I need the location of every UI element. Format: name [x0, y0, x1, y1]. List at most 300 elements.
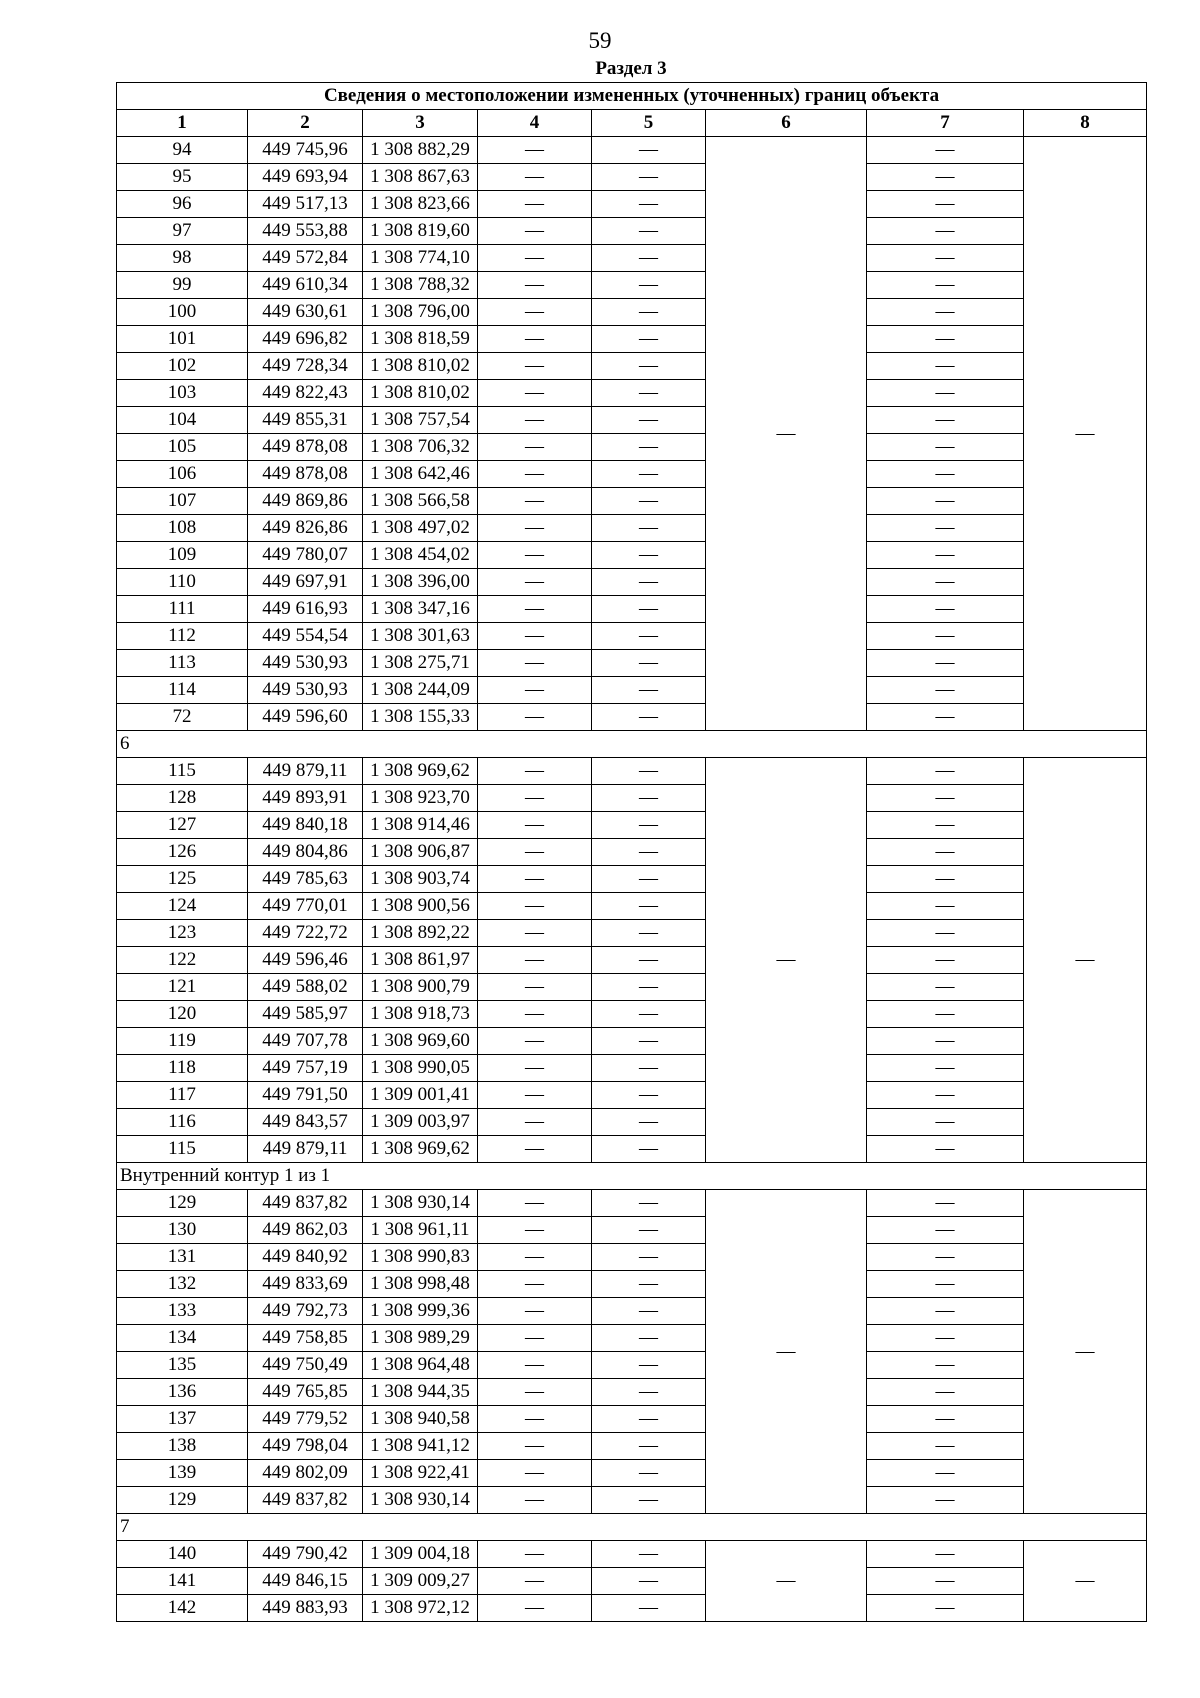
y-coordinate-cell: 1 309 009,27 [363, 1568, 478, 1595]
point-number-cell: 95 [117, 164, 248, 191]
x-coordinate-cell: 449 707,78 [248, 1028, 363, 1055]
col5-cell: — [592, 623, 706, 650]
x-coordinate-cell: 449 693,94 [248, 164, 363, 191]
x-coordinate-cell: 449 833,69 [248, 1271, 363, 1298]
col7-cell: — [867, 164, 1024, 191]
col5-cell: — [592, 920, 706, 947]
contour-label-row [117, 731, 1147, 758]
col4-cell: — [478, 1136, 592, 1163]
col4-cell: — [478, 218, 592, 245]
col5-cell: — [592, 353, 706, 380]
col4-cell: — [478, 1406, 592, 1433]
column-number-4: 4 [478, 110, 592, 137]
x-coordinate-cell: 449 878,08 [248, 461, 363, 488]
column-number-3: 3 [363, 110, 478, 137]
x-coordinate-cell: 449 826,86 [248, 515, 363, 542]
point-number-cell: 124 [117, 893, 248, 920]
col7-cell: — [867, 245, 1024, 272]
x-coordinate-cell: 449 610,34 [248, 272, 363, 299]
col5-cell: — [592, 326, 706, 353]
point-number-cell: 104 [117, 407, 248, 434]
point-number-cell: 138 [117, 1433, 248, 1460]
col4-cell: — [478, 1055, 592, 1082]
col5-cell: — [592, 299, 706, 326]
y-coordinate-cell: 1 308 900,56 [363, 893, 478, 920]
col4-cell: — [478, 1082, 592, 1109]
y-coordinate-cell: 1 308 882,29 [363, 137, 478, 164]
col4-cell: — [478, 137, 592, 164]
point-number-cell: 107 [117, 488, 248, 515]
col5-cell: — [592, 839, 706, 866]
col7-cell: — [867, 866, 1024, 893]
y-coordinate-cell: 1 308 861,97 [363, 947, 478, 974]
table-row [117, 1298, 1147, 1325]
x-coordinate-cell: 449 878,08 [248, 434, 363, 461]
y-coordinate-cell: 1 308 940,58 [363, 1406, 478, 1433]
x-coordinate-cell: 449 750,49 [248, 1352, 363, 1379]
col7-cell: — [867, 1001, 1024, 1028]
x-coordinate-cell: 449 757,19 [248, 1055, 363, 1082]
col4-cell: — [478, 1325, 592, 1352]
col7-cell: — [867, 1217, 1024, 1244]
col4-cell: — [478, 380, 592, 407]
col7-cell: — [867, 218, 1024, 245]
col4-cell: — [478, 650, 592, 677]
column-number-5: 5 [592, 110, 706, 137]
col5-cell: — [592, 1055, 706, 1082]
col5-cell: — [592, 1217, 706, 1244]
col7-cell: — [867, 380, 1024, 407]
x-coordinate-cell: 449 790,42 [248, 1541, 363, 1568]
point-number-cell: 101 [117, 326, 248, 353]
col4-cell: — [478, 326, 592, 353]
col4-cell: — [478, 677, 592, 704]
x-coordinate-cell: 449 572,84 [248, 245, 363, 272]
col5-cell: — [592, 758, 706, 785]
y-coordinate-cell: 1 308 969,62 [363, 1136, 478, 1163]
table-row [117, 272, 1147, 299]
page-number: 59 [588, 28, 612, 53]
point-number-cell: 128 [117, 785, 248, 812]
col5-cell: — [592, 515, 706, 542]
col4-cell: — [478, 569, 592, 596]
col5-cell: — [592, 218, 706, 245]
col4-cell: — [478, 1271, 592, 1298]
column-number-2: 2 [248, 110, 363, 137]
y-coordinate-cell: 1 308 969,60 [363, 1028, 478, 1055]
col7-cell: — [867, 137, 1024, 164]
table-row [117, 920, 1147, 947]
x-coordinate-cell: 449 840,18 [248, 812, 363, 839]
col7-cell: — [867, 434, 1024, 461]
col5-cell: — [592, 704, 706, 731]
col5-cell: — [592, 245, 706, 272]
x-coordinate-cell: 449 802,09 [248, 1460, 363, 1487]
col4-cell: — [478, 1487, 592, 1514]
col4-cell: — [478, 1217, 592, 1244]
table-row [117, 137, 1147, 164]
col7-cell: — [867, 1190, 1024, 1217]
point-number-cell: 108 [117, 515, 248, 542]
point-number-cell: 127 [117, 812, 248, 839]
y-coordinate-cell: 1 308 999,36 [363, 1298, 478, 1325]
col5-cell: — [592, 1595, 706, 1622]
point-number-cell: 139 [117, 1460, 248, 1487]
table-row [117, 1325, 1147, 1352]
col4-cell: — [478, 812, 592, 839]
y-coordinate-cell: 1 308 810,02 [363, 353, 478, 380]
point-number-cell: 129 [117, 1190, 248, 1217]
col5-cell: — [592, 1082, 706, 1109]
point-number-cell: 135 [117, 1352, 248, 1379]
column-number-7: 7 [867, 110, 1024, 137]
col7-cell: — [867, 1244, 1024, 1271]
col7-cell: — [867, 1271, 1024, 1298]
x-coordinate-cell: 449 530,93 [248, 650, 363, 677]
col4-cell: — [478, 839, 592, 866]
col5-cell: — [592, 1541, 706, 1568]
col4-cell: — [478, 1190, 592, 1217]
col4-cell: — [478, 785, 592, 812]
y-coordinate-cell: 1 308 301,63 [363, 623, 478, 650]
boundary-coordinates-table [116, 82, 1147, 1622]
table-row [117, 353, 1147, 380]
y-coordinate-cell: 1 308 914,46 [363, 812, 478, 839]
point-number-cell: 109 [117, 542, 248, 569]
y-coordinate-cell: 1 308 497,02 [363, 515, 478, 542]
y-coordinate-cell: 1 309 004,18 [363, 1541, 478, 1568]
x-coordinate-cell: 449 843,57 [248, 1109, 363, 1136]
y-coordinate-cell: 1 308 155,33 [363, 704, 478, 731]
col5-cell: — [592, 1379, 706, 1406]
x-coordinate-cell: 449 588,02 [248, 974, 363, 1001]
col5-cell: — [592, 434, 706, 461]
x-coordinate-cell: 449 728,34 [248, 353, 363, 380]
col8-merged-cell: — [1024, 758, 1147, 1163]
col7-cell: — [867, 299, 1024, 326]
table-row [117, 1244, 1147, 1271]
col5-cell: — [592, 488, 706, 515]
point-number-cell: 99 [117, 272, 248, 299]
x-coordinate-cell: 449 846,15 [248, 1568, 363, 1595]
point-number-cell: 115 [117, 758, 248, 785]
col7-cell: — [867, 758, 1024, 785]
col5-cell: — [592, 380, 706, 407]
table-row [117, 758, 1147, 785]
column-numbers-row [117, 110, 1147, 137]
y-coordinate-cell: 1 308 347,16 [363, 596, 478, 623]
y-coordinate-cell: 1 308 972,12 [363, 1595, 478, 1622]
caption-row [117, 83, 1147, 110]
x-coordinate-cell: 449 785,63 [248, 866, 363, 893]
col8-merged-cell: — [1024, 1541, 1147, 1622]
x-coordinate-cell: 449 893,91 [248, 785, 363, 812]
col5-cell: — [592, 812, 706, 839]
table-row [117, 461, 1147, 488]
contour-label: Внутренний контур 1 из 1 [117, 1163, 1147, 1190]
col4-cell: — [478, 947, 592, 974]
point-number-cell: 110 [117, 569, 248, 596]
col7-cell: — [867, 974, 1024, 1001]
col5-cell: — [592, 650, 706, 677]
point-number-cell: 114 [117, 677, 248, 704]
point-number-cell: 116 [117, 1109, 248, 1136]
point-number-cell: 100 [117, 299, 248, 326]
col4-cell: — [478, 1244, 592, 1271]
col5-cell: — [592, 1028, 706, 1055]
point-number-cell: 132 [117, 1271, 248, 1298]
contour-label-row [117, 1163, 1147, 1190]
col5-cell: — [592, 974, 706, 1001]
point-number-cell: 72 [117, 704, 248, 731]
point-number-cell: 133 [117, 1298, 248, 1325]
table-row [117, 623, 1147, 650]
col7-cell: — [867, 893, 1024, 920]
col5-cell: — [592, 1325, 706, 1352]
table-row [117, 1028, 1147, 1055]
col4-cell: — [478, 1298, 592, 1325]
y-coordinate-cell: 1 308 454,02 [363, 542, 478, 569]
col7-cell: — [867, 704, 1024, 731]
col7-cell: — [867, 947, 1024, 974]
col7-cell: — [867, 1028, 1024, 1055]
y-coordinate-cell: 1 308 990,05 [363, 1055, 478, 1082]
x-coordinate-cell: 449 758,85 [248, 1325, 363, 1352]
col5-cell: — [592, 866, 706, 893]
point-number-cell: 123 [117, 920, 248, 947]
col6-merged-cell: — [706, 1541, 867, 1622]
col4-cell: — [478, 515, 592, 542]
col4-cell: — [478, 1109, 592, 1136]
point-number-cell: 105 [117, 434, 248, 461]
table-row [117, 839, 1147, 866]
col5-cell: — [592, 596, 706, 623]
col7-cell: — [867, 569, 1024, 596]
col4-cell: — [478, 461, 592, 488]
point-number-cell: 131 [117, 1244, 248, 1271]
x-coordinate-cell: 449 883,93 [248, 1595, 363, 1622]
col7-cell: — [867, 812, 1024, 839]
y-coordinate-cell: 1 308 930,14 [363, 1190, 478, 1217]
point-number-cell: 137 [117, 1406, 248, 1433]
table-row [117, 1055, 1147, 1082]
table-row [117, 380, 1147, 407]
point-number-cell: 98 [117, 245, 248, 272]
contour-label: 6 [117, 731, 1147, 758]
col4-cell: — [478, 1028, 592, 1055]
y-coordinate-cell: 1 308 900,79 [363, 974, 478, 1001]
col7-cell: — [867, 461, 1024, 488]
col4-cell: — [478, 1379, 592, 1406]
point-number-cell: 94 [117, 137, 248, 164]
col4-cell: — [478, 893, 592, 920]
table-row [117, 1271, 1147, 1298]
col7-cell: — [867, 326, 1024, 353]
table-row [117, 1433, 1147, 1460]
col5-cell: — [592, 1433, 706, 1460]
y-coordinate-cell: 1 308 969,62 [363, 758, 478, 785]
y-coordinate-cell: 1 308 819,60 [363, 218, 478, 245]
x-coordinate-cell: 449 596,60 [248, 704, 363, 731]
table-row [117, 515, 1147, 542]
col7-cell: — [867, 191, 1024, 218]
col4-cell: — [478, 1001, 592, 1028]
col4-cell: — [478, 920, 592, 947]
col4-cell: — [478, 1541, 592, 1568]
x-coordinate-cell: 449 798,04 [248, 1433, 363, 1460]
col4-cell: — [478, 164, 592, 191]
x-coordinate-cell: 449 517,13 [248, 191, 363, 218]
point-number-cell: 140 [117, 1541, 248, 1568]
point-number-cell: 134 [117, 1325, 248, 1352]
table-row [117, 1082, 1147, 1109]
x-coordinate-cell: 449 791,50 [248, 1082, 363, 1109]
col7-cell: — [867, 1568, 1024, 1595]
col7-cell: — [867, 920, 1024, 947]
col7-cell: — [867, 839, 1024, 866]
y-coordinate-cell: 1 308 642,46 [363, 461, 478, 488]
col6-merged-cell: — [706, 137, 867, 731]
x-coordinate-cell: 449 879,11 [248, 758, 363, 785]
x-coordinate-cell: 449 585,97 [248, 1001, 363, 1028]
col4-cell: — [478, 245, 592, 272]
section-title: Раздел 3 [595, 58, 667, 79]
col5-cell: — [592, 569, 706, 596]
col7-cell: — [867, 1379, 1024, 1406]
table-row [117, 974, 1147, 1001]
point-number-cell: 115 [117, 1136, 248, 1163]
point-number-cell: 118 [117, 1055, 248, 1082]
y-coordinate-cell: 1 309 001,41 [363, 1082, 478, 1109]
col7-cell: — [867, 1595, 1024, 1622]
table-row [117, 785, 1147, 812]
contour-label: 7 [117, 1514, 1147, 1541]
table-row [117, 1379, 1147, 1406]
col5-cell: — [592, 1406, 706, 1433]
col6-merged-cell: — [706, 758, 867, 1163]
table-row [117, 1190, 1147, 1217]
point-number-cell: 117 [117, 1082, 248, 1109]
y-coordinate-cell: 1 308 989,29 [363, 1325, 478, 1352]
point-number-cell: 126 [117, 839, 248, 866]
point-number-cell: 103 [117, 380, 248, 407]
table-row [117, 1001, 1147, 1028]
contour-label-row [117, 1514, 1147, 1541]
col7-cell: — [867, 1406, 1024, 1433]
y-coordinate-cell: 1 308 964,48 [363, 1352, 478, 1379]
x-coordinate-cell: 449 792,73 [248, 1298, 363, 1325]
table-row [117, 1541, 1147, 1568]
col4-cell: — [478, 353, 592, 380]
x-coordinate-cell: 449 596,46 [248, 947, 363, 974]
col7-cell: — [867, 1541, 1024, 1568]
y-coordinate-cell: 1 308 244,09 [363, 677, 478, 704]
col5-cell: — [592, 893, 706, 920]
col7-cell: — [867, 1487, 1024, 1514]
col7-cell: — [867, 1055, 1024, 1082]
x-coordinate-cell: 449 822,43 [248, 380, 363, 407]
y-coordinate-cell: 1 308 788,32 [363, 272, 478, 299]
x-coordinate-cell: 449 780,07 [248, 542, 363, 569]
table-row [117, 218, 1147, 245]
col5-cell: — [592, 1271, 706, 1298]
x-coordinate-cell: 449 722,72 [248, 920, 363, 947]
table-header [117, 83, 1147, 137]
col5-cell: — [592, 947, 706, 974]
col4-cell: — [478, 488, 592, 515]
col5-cell: — [592, 1460, 706, 1487]
col4-cell: — [478, 758, 592, 785]
x-coordinate-cell: 449 745,96 [248, 137, 363, 164]
y-coordinate-cell: 1 308 944,35 [363, 1379, 478, 1406]
point-number-cell: 119 [117, 1028, 248, 1055]
table-row [117, 542, 1147, 569]
point-number-cell: 125 [117, 866, 248, 893]
y-coordinate-cell: 1 308 706,32 [363, 434, 478, 461]
col5-cell: — [592, 1190, 706, 1217]
col4-cell: — [478, 623, 592, 650]
col7-cell: — [867, 677, 1024, 704]
y-coordinate-cell: 1 308 275,71 [363, 650, 478, 677]
col5-cell: — [592, 1244, 706, 1271]
x-coordinate-cell: 449 616,93 [248, 596, 363, 623]
x-coordinate-cell: 449 862,03 [248, 1217, 363, 1244]
x-coordinate-cell: 449 837,82 [248, 1190, 363, 1217]
y-coordinate-cell: 1 308 757,54 [363, 407, 478, 434]
point-number-cell: 97 [117, 218, 248, 245]
col8-merged-cell: — [1024, 137, 1147, 731]
table-row [117, 1217, 1147, 1244]
col7-cell: — [867, 1109, 1024, 1136]
col7-cell: — [867, 1352, 1024, 1379]
col7-cell: — [867, 272, 1024, 299]
table-row [117, 1460, 1147, 1487]
table-row [117, 569, 1147, 596]
y-coordinate-cell: 1 308 566,58 [363, 488, 478, 515]
col5-cell: — [592, 785, 706, 812]
col7-cell: — [867, 515, 1024, 542]
table-body [117, 137, 1147, 1622]
col5-cell: — [592, 1109, 706, 1136]
y-coordinate-cell: 1 308 941,12 [363, 1433, 478, 1460]
col7-cell: — [867, 353, 1024, 380]
table-row [117, 1568, 1147, 1595]
x-coordinate-cell: 449 869,86 [248, 488, 363, 515]
col5-cell: — [592, 272, 706, 299]
col5-cell: — [592, 461, 706, 488]
col7-cell: — [867, 1433, 1024, 1460]
point-number-cell: 111 [117, 596, 248, 623]
col4-cell: — [478, 1568, 592, 1595]
point-number-cell: 136 [117, 1379, 248, 1406]
col5-cell: — [592, 1487, 706, 1514]
col7-cell: — [867, 1460, 1024, 1487]
col5-cell: — [592, 1001, 706, 1028]
col7-cell: — [867, 407, 1024, 434]
col5-cell: — [592, 1352, 706, 1379]
point-number-cell: 112 [117, 623, 248, 650]
table-caption: Сведения о местоположении измененных (уточненных) границ объекта [117, 83, 1147, 110]
col5-cell: — [592, 677, 706, 704]
col7-cell: — [867, 650, 1024, 677]
x-coordinate-cell: 449 696,82 [248, 326, 363, 353]
point-number-cell: 106 [117, 461, 248, 488]
x-coordinate-cell: 449 804,86 [248, 839, 363, 866]
column-number-6: 6 [706, 110, 867, 137]
col5-cell: — [592, 1298, 706, 1325]
point-number-cell: 102 [117, 353, 248, 380]
y-coordinate-cell: 1 308 867,63 [363, 164, 478, 191]
